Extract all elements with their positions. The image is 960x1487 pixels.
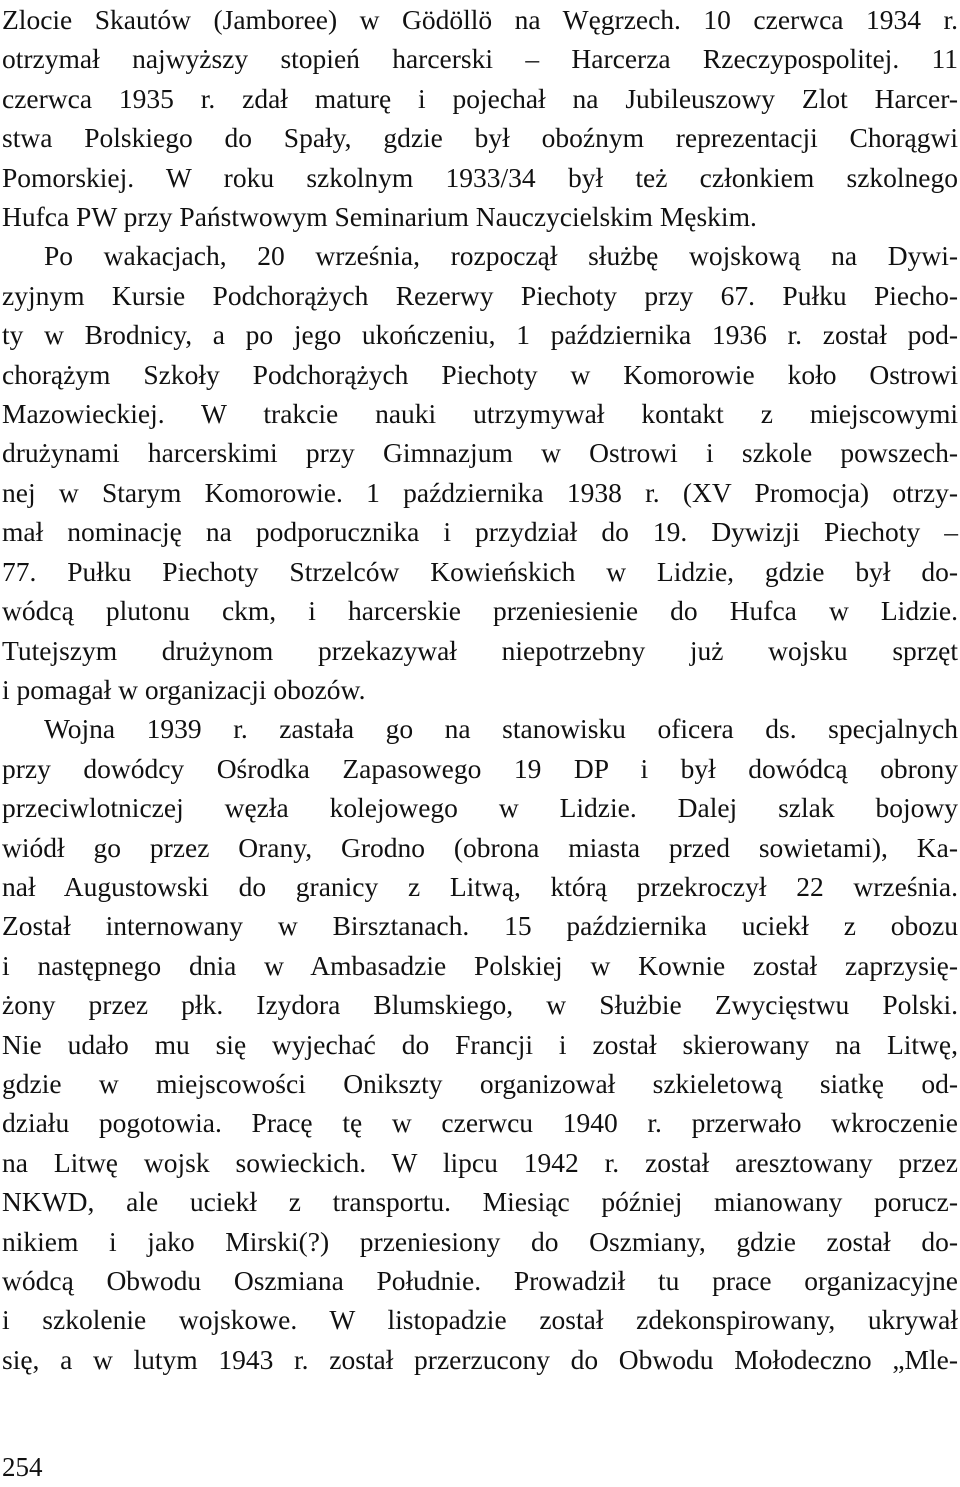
body-text: [2, 0, 958, 1379]
text-line: wódcą Obwodu Oszmiana Południe. Prowadził tu prace organizacyjne: [2, 1265, 958, 1296]
text-line: działu pogotowia. Pracę tę w czerwcu 1940 r. przerwało wkroczenie: [2, 1107, 958, 1139]
text-line: na Litwę wojsk sowieckich. W lipcu 1942 r. został aresztowany przez: [2, 1146, 958, 1178]
text-line: wódcą plutonu ckm, i harcerskie przeniesienie do Hufca w Lidzie.: [2, 595, 958, 627]
text-line: NKWD, ale uciekł z transportu. Miesiąc później mianowany porucz-: [2, 1186, 958, 1218]
text-line: Pomorskiej. W roku szkolnym 1933/34 był też członkiem szkolnego: [2, 161, 958, 193]
text-line: przeciwlotniczej węzła kolejowego w Lidzie. Dalej szlak bojowy: [2, 792, 958, 824]
text-line: otrzymał najwyższy stopień harcerski – Harcerza Rzeczypospolitej. 11: [2, 43, 958, 75]
text-line: ty w Brodnicy, a po jego ukończeniu, 1 października 1936 r. został pod-: [2, 319, 958, 351]
text-line: stwa Polskiego do Spały, gdzie był oboźnym reprezentacji Chorągwi: [2, 122, 958, 154]
text-line: Tutejszym drużynom przekazywał niepotrzebny już wojsku sprzęt: [2, 634, 958, 666]
text-line: nej w Starym Komorowie. 1 października 1938 r. (XV Promocja) otrzy-: [2, 476, 958, 508]
text-line: wiódł go przez Orany, Grodno (obrona miasta przed sowietami), Ka-: [2, 831, 958, 863]
text-line: Został internowany w Birsztanach. 15 października uciekł z obozu: [2, 910, 958, 942]
text-line: przy dowódcy Ośrodka Zapasowego 19 DP i był dowódcą obrony: [2, 752, 958, 784]
text-line: i szkolenie wojskowe. W listopadzie został zdekonspirowany, ukrywał: [2, 1304, 958, 1336]
text-line: żony przez płk. Izydora Blumskiego, w Służbie Zwycięstwu Polski.: [2, 989, 958, 1021]
text-line: czerwca 1935 r. zdał maturę i pojechał na Jubileuszowy Zlot Harcer-: [2, 82, 958, 114]
text-line: drużynami harcerskimi przy Gimnazjum w Ostrowi i szkole powszech-: [2, 437, 958, 469]
text-line: Wojna 1939 r. zastała go na stanowisku oficera ds. specjalnych: [44, 713, 958, 745]
text-line: 77. Pułku Piechoty Strzelców Kowieńskich w Lidzie, gdzie był do-: [2, 555, 958, 587]
text-line: Nie udało mu się wyjechać do Francji i został skierowany na Litwę,: [2, 1028, 958, 1060]
text-line: nał Augustowski do granicy z Litwą, którą przekroczył 22 września.: [2, 870, 958, 902]
text-line: i pomagał w organizacji obozów.: [2, 673, 366, 705]
text-line: mał nominację na podporucznika i przydział do 19. Dywizji Piechoty –: [2, 516, 958, 548]
text-line: i następnego dnia w Ambasadzie Polskiej w Kownie został zaprzysię-: [2, 949, 958, 981]
text-line: zyjnym Kursie Podchorążych Rezerwy Piechoty przy 67. Pułku Piecho-: [2, 279, 958, 311]
text-line: Po wakacjach, 20 września, rozpoczął służbę wojskową na Dywi-: [44, 240, 958, 272]
text-line: chorążym Szkoły Podchorążych Piechoty w Komorowie koło Ostrowi: [2, 358, 958, 390]
text-line: nikiem i jako Mirski(?) przeniesiony do Oszmiany, gdzie został do-: [2, 1225, 958, 1257]
page-number: 254: [2, 1452, 43, 1482]
text-line: się, a w lutym 1943 r. został przerzucony do Obwodu Mołodeczno „Mle-: [2, 1343, 958, 1375]
text-line: gdzie w miejscowości Onikszty organizował szkieletową siatkę od-: [2, 1067, 958, 1099]
text-line: Hufca PW przy Państwowym Seminarium Nauczycielskim Męskim.: [2, 201, 757, 233]
text-line: Mazowieckiej. W trakcie nauki utrzymywał kontakt z miejscowymi: [2, 398, 958, 430]
text-line: Zlocie Skautów (Jamboree) w Gödöllö na Węgrzech. 10 czerwca 1934 r.: [2, 4, 958, 35]
